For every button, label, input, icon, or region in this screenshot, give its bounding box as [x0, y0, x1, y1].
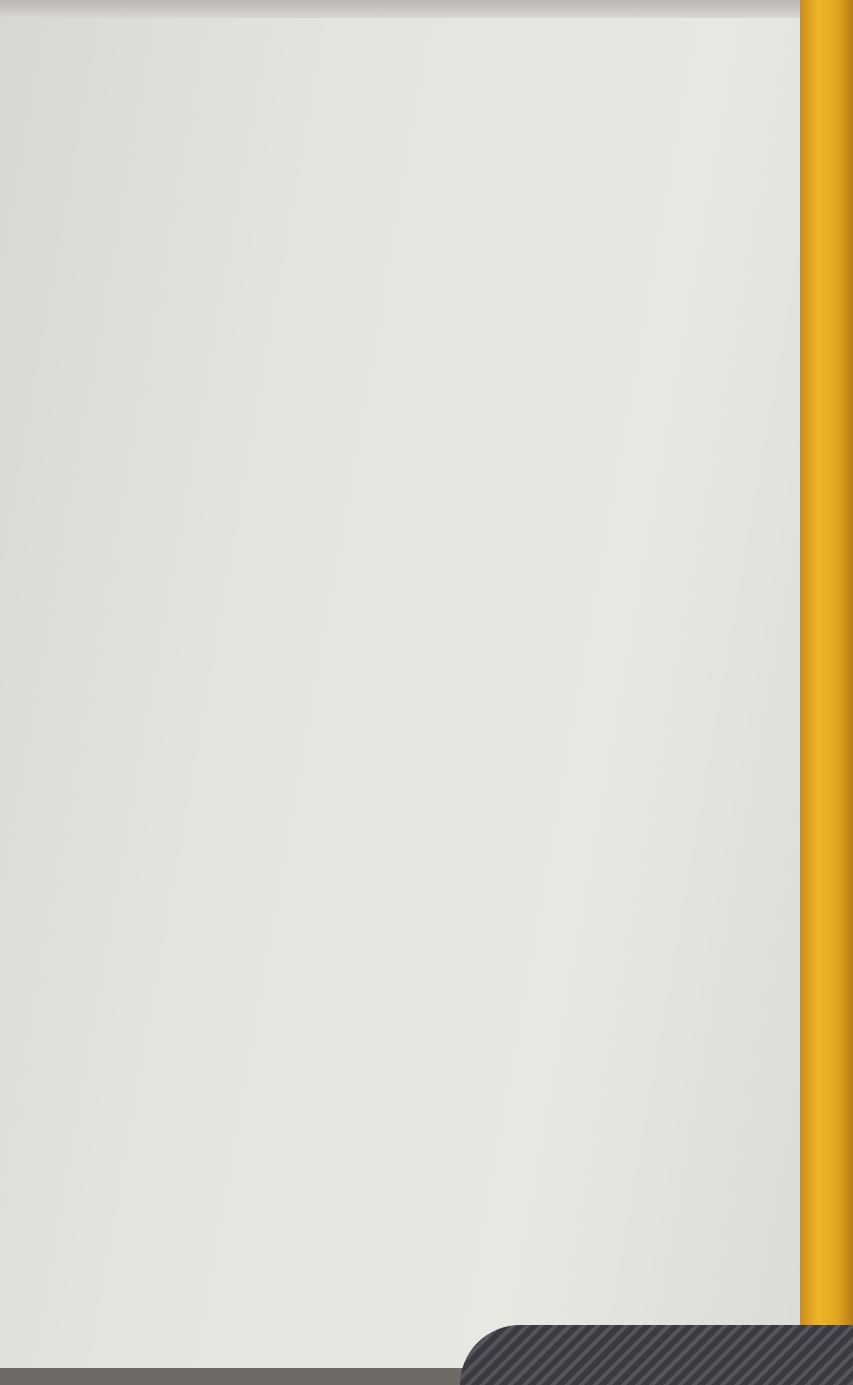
spiral-binding	[460, 1325, 853, 1385]
book-spine	[800, 0, 853, 1368]
